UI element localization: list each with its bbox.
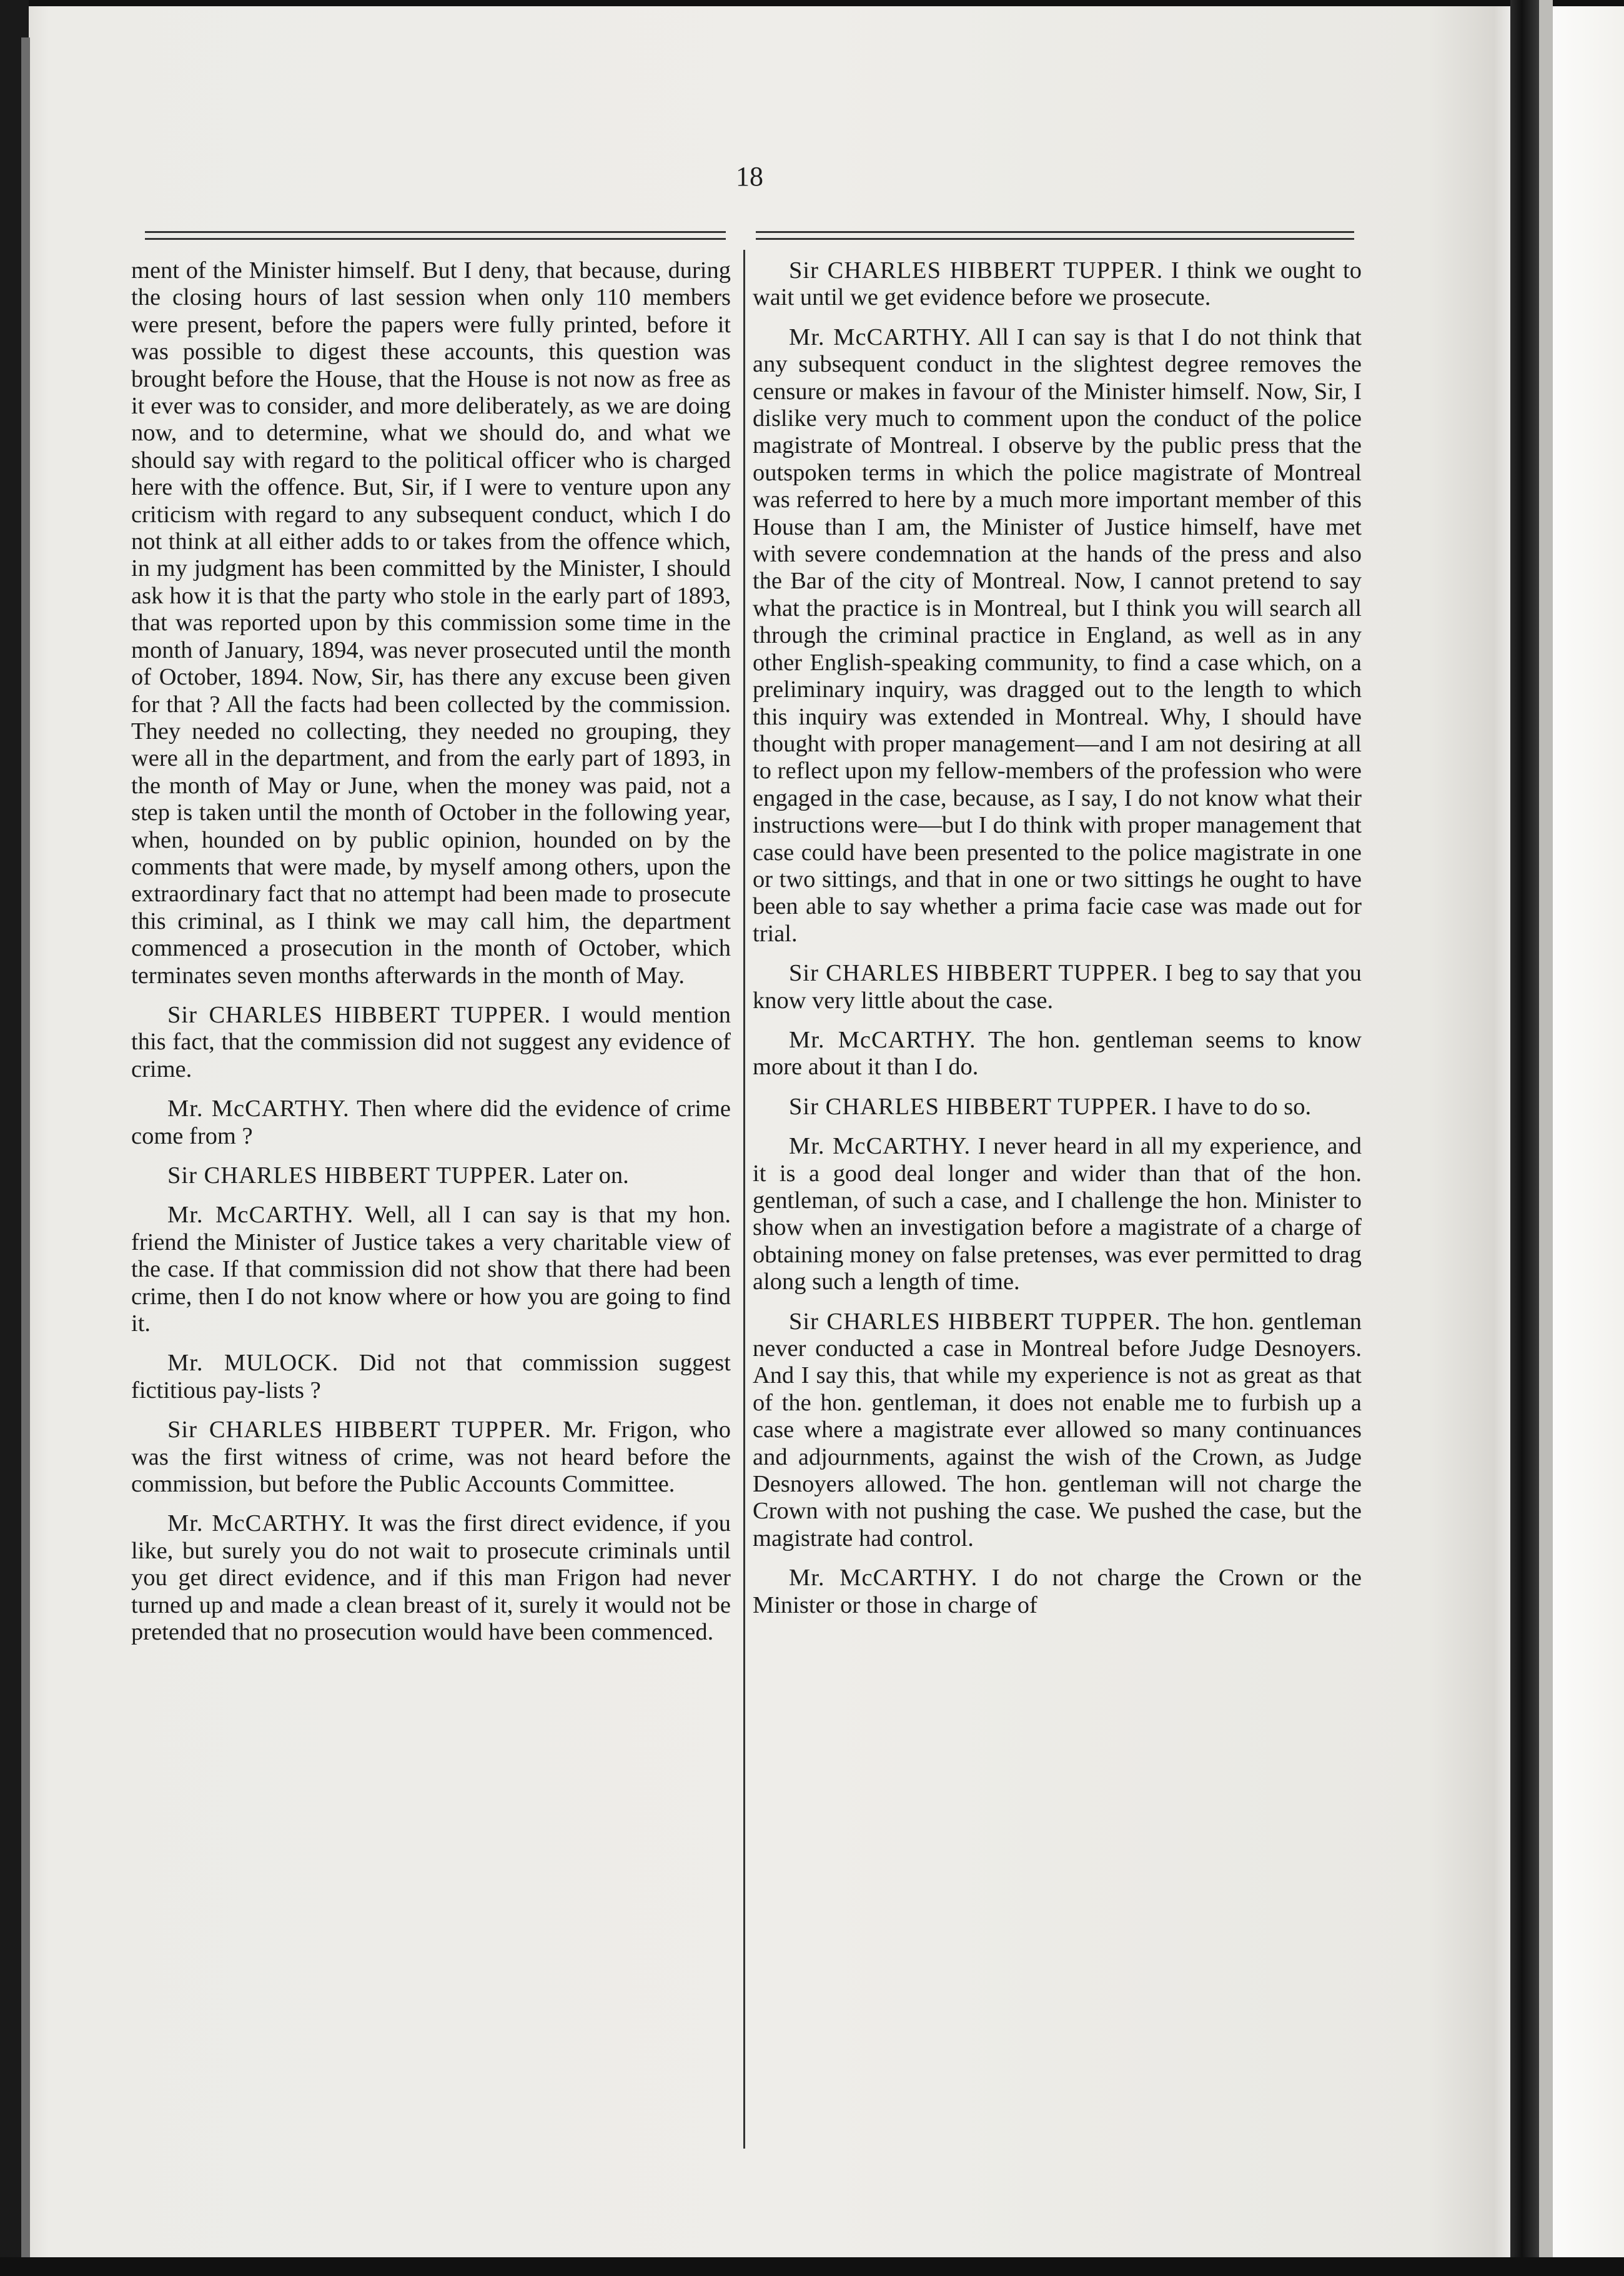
speaker-name: Sir CHARLES HIBBERT TUPPER. bbox=[789, 1308, 1161, 1335]
speech-paragraph bbox=[753, 1094, 1362, 1121]
speech-text: The hon. gentleman never conducted a case in Montreal before Judge Desnoyers. And I say this, that while my experience is not as great as that of the hon. gentleman, it does not enable me to furbish up a case where a magistrate ever allowed so many continuances and adjournments, against the wish of the Crown, as Judge Desnoyers allowed. The hon. gentleman will not charge the Crown with not pushing the case. We pushed the case, but the magistrate had control. bbox=[753, 1308, 1362, 1551]
speech-text: I do not charge the Crown or the Minister or those in charge of bbox=[753, 1565, 1362, 1618]
scan-left-page-edge bbox=[21, 37, 30, 2261]
speaker-name: Sir CHARLES HIBBERT TUPPER. bbox=[789, 960, 1159, 987]
facing-page-edge bbox=[1539, 0, 1553, 2276]
speech-paragraph bbox=[131, 257, 731, 989]
speech-text: I have to do so. bbox=[1163, 1093, 1312, 1120]
speaker-name: Sir CHARLES HIBBERT TUPPER. bbox=[789, 1093, 1158, 1120]
speaker-name: Sir CHARLES HIBBERT TUPPER. bbox=[167, 1417, 552, 1443]
speech-paragraph bbox=[131, 1350, 731, 1404]
header-rule-left bbox=[145, 231, 726, 240]
speech-text: ment of the Minister himself. But I deny, that because, during the closing hours of last session when only 110 members were present, before the papers were fully printed, before it was possible to digest these accounts, this question was brought before the House, that the House is not now as free as it ever was to consider, and more deliberately, as we are doing now, and to determine, what we should do, and what we should say with regard to the political officer who is charged here with the offence. But, Sir, if I were to venture upon any criticism with regard to any subsequent conduct, which I do not think at all either adds to or takes from the offence which, in my judgment has been committed by the Minister, I should ask how it is that the party who stole in the early part of 1893, that was reported upon by this commission some time in the month of January, 1894, was never prosecuted until the month of October, 1894. Now, Sir, has there any excuse been given for that ? All the facts had been collected by the commission. They needed no collecting, they needed no grouping, they were all in the department, and from the early part of 1893, in the month of May or June, when the money was paid, not a step is taken until the month of October in the following year, when, hounded on by public opinion, hounded on by the comments that were made, by myself among others, upon the extraordinary fact that no attempt had been made to prosecute this criminal, as I think we may call him, the department commenced a prosecution in the month of October, which terminates seven months afterwards in the month of May. bbox=[131, 257, 731, 989]
speech-paragraph bbox=[753, 1027, 1362, 1081]
speech-paragraph bbox=[753, 1133, 1362, 1295]
column-divider bbox=[743, 250, 745, 2149]
speech-paragraph bbox=[753, 1565, 1362, 1619]
scan-top-border bbox=[0, 0, 1624, 6]
speech-text: I would mention this fact, that the commission did not suggest any evidence of crime. bbox=[131, 1001, 731, 1082]
speech-paragraph bbox=[131, 1510, 731, 1646]
right-column bbox=[753, 257, 1362, 1631]
header-rule-right bbox=[756, 231, 1354, 240]
speech-paragraph bbox=[753, 960, 1362, 1014]
speaker-name: Mr. McCARTHY. bbox=[789, 1565, 978, 1591]
speaker-name: Mr. McCARTHY. bbox=[789, 1133, 971, 1160]
page-number: 18 bbox=[736, 161, 763, 192]
speaker-name: Mr. MULOCK. bbox=[167, 1350, 339, 1377]
speech-paragraph bbox=[131, 1162, 731, 1189]
speech-paragraph bbox=[131, 1096, 731, 1150]
speech-text: I beg to say that you know very little about the case. bbox=[753, 960, 1362, 1014]
speaker-name: Sir CHARLES HIBBERT TUPPER. bbox=[789, 257, 1164, 284]
speech-text: The hon. gentleman seems to know more about it than I do. bbox=[753, 1026, 1362, 1081]
left-column bbox=[131, 257, 731, 1659]
speech-text: Later on. bbox=[542, 1162, 629, 1189]
speech-text: Mr. Frigon, who was the first witness of crime, was not heard before the commission, but before the Public Accounts Committee. bbox=[131, 1417, 731, 1498]
speech-paragraph bbox=[131, 1202, 731, 1337]
speech-paragraph bbox=[753, 324, 1362, 948]
speaker-name: Mr. McCARTHY. bbox=[167, 1096, 350, 1122]
speaker-name: Sir CHARLES HIBBERT TUPPER. bbox=[167, 1001, 552, 1028]
speech-text: All I can say is that I do not think that any subsequent conduct in the slightest degree removes the censure or makes in favour of the Minister himself. Now, Sir, I dislike very much to comment upon the conduct of the police magistrate of Montreal. I observe by the public press that the outspoken terms in which the police magistrate of Montreal was referred to here by a much more important member of this House than I am, the Minister of Justice himself, have met with severe condemnation at the hands of the press and also the Bar of the city of Montreal. Now, I cannot pretend to say what the practice is in Montreal, but I think you will search all through the criminal practice in England, as well as in any other English-speaking community, to find a case which, on a preliminary inquiry, was dragged out to the length to which this inquiry was extended in Montreal. Why, I should have thought with proper management—and I am not desiring at all to reflect upon my fellow-members of the profession who were engaged in the case, because, as I say, I do not know what their instructions were—but I do think with proper management that case could have been presented to the police magistrate in one or two sittings, and that in one or two sittings he ought to have been able to say whether a prima facie case was made out for trial. bbox=[753, 324, 1362, 947]
speech-text: I never heard in all my experience, and it is a good deal longer and wider than that of the hon. gentleman, of such a case, and I challenge the hon. Minister to show when an investigation before a magistrate of a charge of obtaining money on false pretenses, was ever permitted to drag along such a length of time. bbox=[753, 1133, 1362, 1295]
speaker-name: Sir CHARLES HIBBERT TUPPER. bbox=[167, 1162, 537, 1189]
speaker-name: Mr. McCARTHY. bbox=[789, 1026, 976, 1053]
speech-paragraph bbox=[131, 1417, 731, 1498]
speaker-name: Mr. McCARTHY. bbox=[789, 324, 972, 350]
speech-paragraph bbox=[131, 1002, 731, 1083]
speech-paragraph bbox=[753, 257, 1362, 312]
speaker-name: Mr. McCARTHY. bbox=[167, 1510, 350, 1537]
scan-bottom-border bbox=[0, 2257, 1624, 2276]
speech-text: I think we ought to wait until we get evidence before we prosecute. bbox=[753, 257, 1362, 311]
speech-text: It was the first direct evidence, if you like, but surely you do not wait to prosecute criminals until you get direct evidence, and if this man Frigon had never turned up and made a clean breast of it, surely it would not be pretended that no prosecution would have been commenced. bbox=[131, 1510, 731, 1646]
binding-gutter bbox=[1510, 0, 1539, 2276]
speech-paragraph bbox=[753, 1309, 1362, 1553]
speech-text: Then where did the evidence of crime come from ? bbox=[131, 1096, 731, 1149]
speech-text: Did not that commission suggest fictitious pay-lists ? bbox=[131, 1350, 731, 1403]
speaker-name: Mr. McCARTHY. bbox=[167, 1202, 354, 1229]
speech-text: Well, all I can say is that my hon. friend the Minister of Justice takes a very charitable view of the case. If that commission did not show that there had been crime, then I do not know where or how you are going to find it. bbox=[131, 1202, 731, 1337]
